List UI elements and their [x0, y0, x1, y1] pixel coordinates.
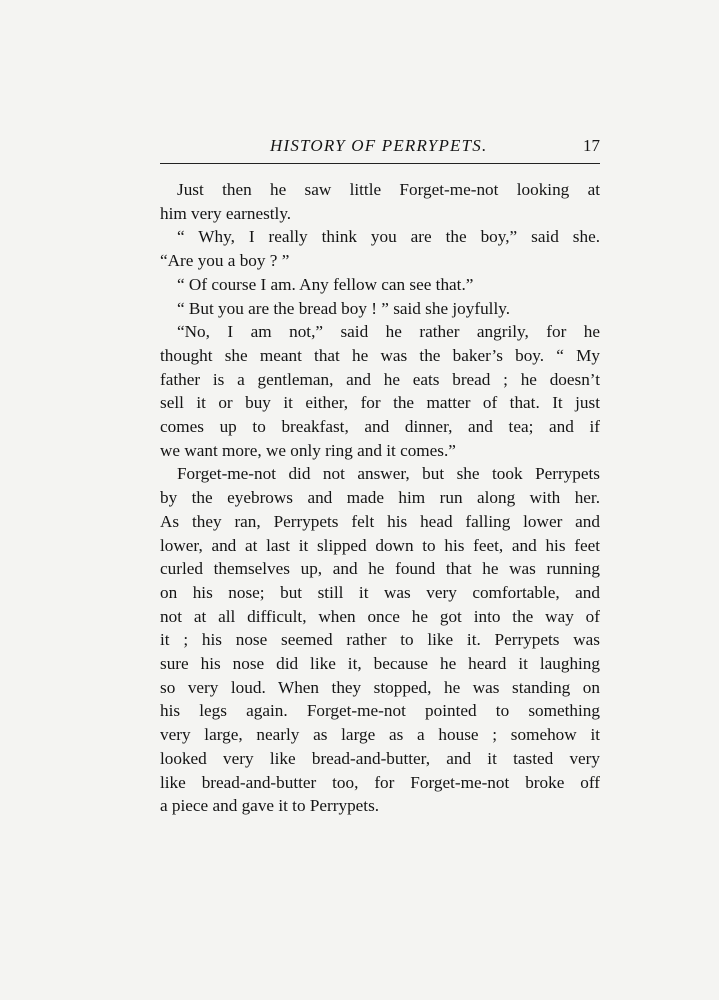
text-line: sell it or buy it either, for the matter of that. It just	[160, 393, 600, 413]
text-line: “ But you are the bread boy ! ” said she joyfully.	[177, 298, 510, 318]
text-line: “No, I am not,” said he rather angrily, for he	[177, 322, 600, 342]
text-line: curled themselves up, and he found that he was running	[160, 559, 600, 579]
text-line: As they ran, Perrypets felt his head falling lower and	[160, 511, 600, 531]
text-line: looked very like bread-and-butter, and it tasted very	[160, 748, 600, 768]
page-number: 17	[583, 136, 600, 155]
text-line: him very earnestly.	[160, 203, 292, 223]
text-line: Forget-me-not did not answer, but she took Perrypets	[177, 464, 600, 484]
running-title: HISTORY OF PERRYPETS.	[270, 136, 488, 155]
text-line: like bread-and-butter too, for Forget-me-not broke off	[160, 772, 600, 792]
running-head	[160, 136, 600, 162]
text-line: on his nose; but still it was very comfortable, and	[160, 582, 600, 602]
text-line: lower, and at last it slipped down to his feet, and his feet	[160, 535, 600, 555]
text-line: a piece and gave it to Perrypets.	[160, 796, 380, 816]
text-line: we want more, we only ring and it comes.”	[160, 440, 456, 460]
text-line: “ Of course I am. Any fellow can see that.”	[177, 274, 474, 294]
text-line: comes up to breakfast, and dinner, and tea; and if	[160, 417, 600, 437]
text-line: it ; his nose seemed rather to like it. Perrypets was	[160, 630, 600, 650]
header-rule	[160, 163, 600, 164]
text-line: Just then he saw little Forget-me-not looking at	[177, 180, 600, 199]
text-line: by the eyebrows and made him run along with her.	[160, 488, 600, 508]
text-line: his legs again. Forget-me-not pointed to something	[160, 701, 600, 721]
text-line: thought she meant that he was the baker’s boy. “ My	[160, 345, 600, 365]
text-line: sure his nose did like it, because he heard it laughing	[160, 654, 600, 674]
body-text	[160, 178, 600, 818]
text-line: not at all difficult, when once he got into the way of	[160, 606, 600, 626]
text-line: “ Why, I really think you are the boy,” said she.	[177, 227, 600, 247]
text-line: “Are you a boy ? ”	[160, 251, 290, 271]
text-line: father is a gentleman, and he eats bread ; he doesn’t	[160, 369, 600, 389]
text-line: so very loud. When they stopped, he was standing on	[160, 677, 600, 697]
text-line: very large, nearly as large as a house ; somehow it	[160, 725, 600, 745]
